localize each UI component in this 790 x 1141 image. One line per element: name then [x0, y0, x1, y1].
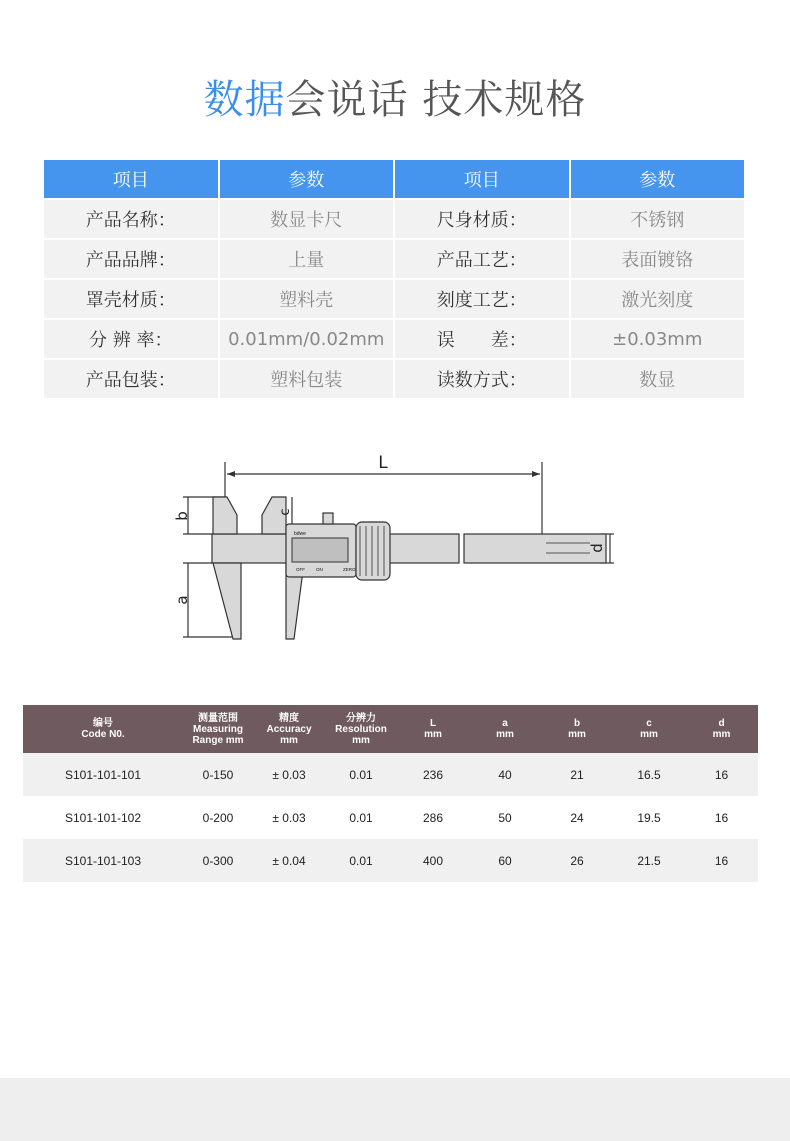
spec-value: 0.01mm/0.02mm: [220, 320, 394, 358]
cell-range: 0-150: [183, 753, 253, 796]
spec-key: 误 差：: [395, 320, 569, 358]
cell-resolution: 0.01: [325, 839, 397, 882]
spec-value: 不锈钢: [571, 200, 745, 238]
cell-resolution: 0.01: [325, 796, 397, 839]
spec-table: [42, 158, 746, 400]
dim-label-b: b: [173, 511, 191, 521]
spec-header-param-2: 参数: [571, 160, 745, 198]
off-button-label: OFF: [296, 567, 305, 572]
spec-row: [44, 360, 744, 398]
spec-key: 尺身材质：: [395, 200, 569, 238]
spec-value: 塑料包装: [220, 360, 394, 398]
header-c: c mm: [613, 705, 685, 753]
spec-key: 读数方式：: [395, 360, 569, 398]
data-header-row: [23, 705, 758, 753]
cell-resolution: 0.01: [325, 753, 397, 796]
cell-c: 19.5: [613, 796, 685, 839]
cell-a: 50: [469, 796, 541, 839]
spec-value: 数显卡尺: [220, 200, 394, 238]
spec-key: 产品名称：: [44, 200, 218, 238]
title-rest: 会说话 技术规格: [285, 77, 587, 123]
spec-key: 刻度工艺：: [395, 280, 569, 318]
zero-button-label: ZERO: [343, 567, 356, 572]
header-l: L mm: [397, 705, 469, 753]
dim-label-a: a: [173, 595, 191, 605]
cell-l: 286: [397, 796, 469, 839]
arrow-right: [532, 471, 540, 477]
cell-accuracy: ± 0.03: [253, 796, 325, 839]
header-code: 编号 Code N0.: [23, 705, 183, 753]
spec-value: ±0.03mm: [571, 320, 745, 358]
thumb-roller: [356, 522, 390, 580]
cell-range: 0-300: [183, 839, 253, 882]
dim-label-l: L: [378, 453, 388, 473]
on-button-label: ON: [316, 567, 323, 572]
header-range: 测量范围 Measuring Range mm: [183, 705, 253, 753]
spec-key: 产品品牌：: [44, 240, 218, 278]
cell-b: 24: [541, 796, 613, 839]
cell-d: 16: [685, 753, 758, 796]
header-b: b mm: [541, 705, 613, 753]
spec-value: 数显: [571, 360, 745, 398]
cell-a: 40: [469, 753, 541, 796]
cell-code: S101-101-103: [23, 839, 183, 882]
spec-key: 产品包装：: [44, 360, 218, 398]
cell-a: 60: [469, 839, 541, 882]
fixed-jaw-upper: [213, 497, 237, 534]
arrow-left: [227, 471, 235, 477]
display-brand: bdwe: [294, 531, 306, 537]
spec-key: 罩壳材质：: [44, 280, 218, 318]
cell-c: 21.5: [613, 839, 685, 882]
cell-code: S101-101-101: [23, 753, 183, 796]
table-row: [23, 839, 758, 882]
spec-row: [44, 280, 744, 318]
cell-l: 400: [397, 839, 469, 882]
cell-b: 26: [541, 839, 613, 882]
cell-accuracy: ± 0.03: [253, 753, 325, 796]
spec-row: [44, 320, 744, 358]
spec-header-item-1: 项目: [44, 160, 218, 198]
spec-value: 激光刻度: [571, 280, 745, 318]
table-row: [23, 796, 758, 839]
lock-screw: [323, 513, 333, 524]
cell-range: 0-200: [183, 796, 253, 839]
spec-header-item-2: 项目: [395, 160, 569, 198]
spec-key: 产品工艺：: [395, 240, 569, 278]
spec-row: [44, 240, 744, 278]
spec-value: 上量: [220, 240, 394, 278]
header-a: a mm: [469, 705, 541, 753]
page-title: [0, 72, 790, 128]
footer-band: [0, 1078, 790, 1141]
title-highlight: 数据: [203, 77, 286, 123]
spec-value: 塑料壳: [220, 280, 394, 318]
lcd-display: [292, 538, 348, 562]
dim-label-c: c: [278, 508, 293, 516]
spec-key: 分 辨 率：: [44, 320, 218, 358]
cell-b: 21: [541, 753, 613, 796]
dim-label-d: d: [588, 543, 606, 553]
table-row: [23, 753, 758, 796]
cell-d: 16: [685, 796, 758, 839]
spec-value: 表面镀铬: [571, 240, 745, 278]
caliper-diagram: [0, 440, 790, 660]
spec-header-param-1: 参数: [220, 160, 394, 198]
header-d: d mm: [685, 705, 758, 753]
header-resolution: 分辨力 Resolution mm: [325, 705, 397, 753]
model-data-table: [23, 705, 758, 882]
cell-code: S101-101-102: [23, 796, 183, 839]
header-accuracy: 精度 Accuracy mm: [253, 705, 325, 753]
main-beam-right: [464, 534, 606, 563]
fixed-jaw-lower: [213, 563, 241, 639]
spec-header-row: [44, 160, 744, 198]
spec-row: [44, 200, 744, 238]
cell-c: 16.5: [613, 753, 685, 796]
cell-l: 236: [397, 753, 469, 796]
cell-d: 16: [685, 839, 758, 882]
cell-accuracy: ± 0.04: [253, 839, 325, 882]
